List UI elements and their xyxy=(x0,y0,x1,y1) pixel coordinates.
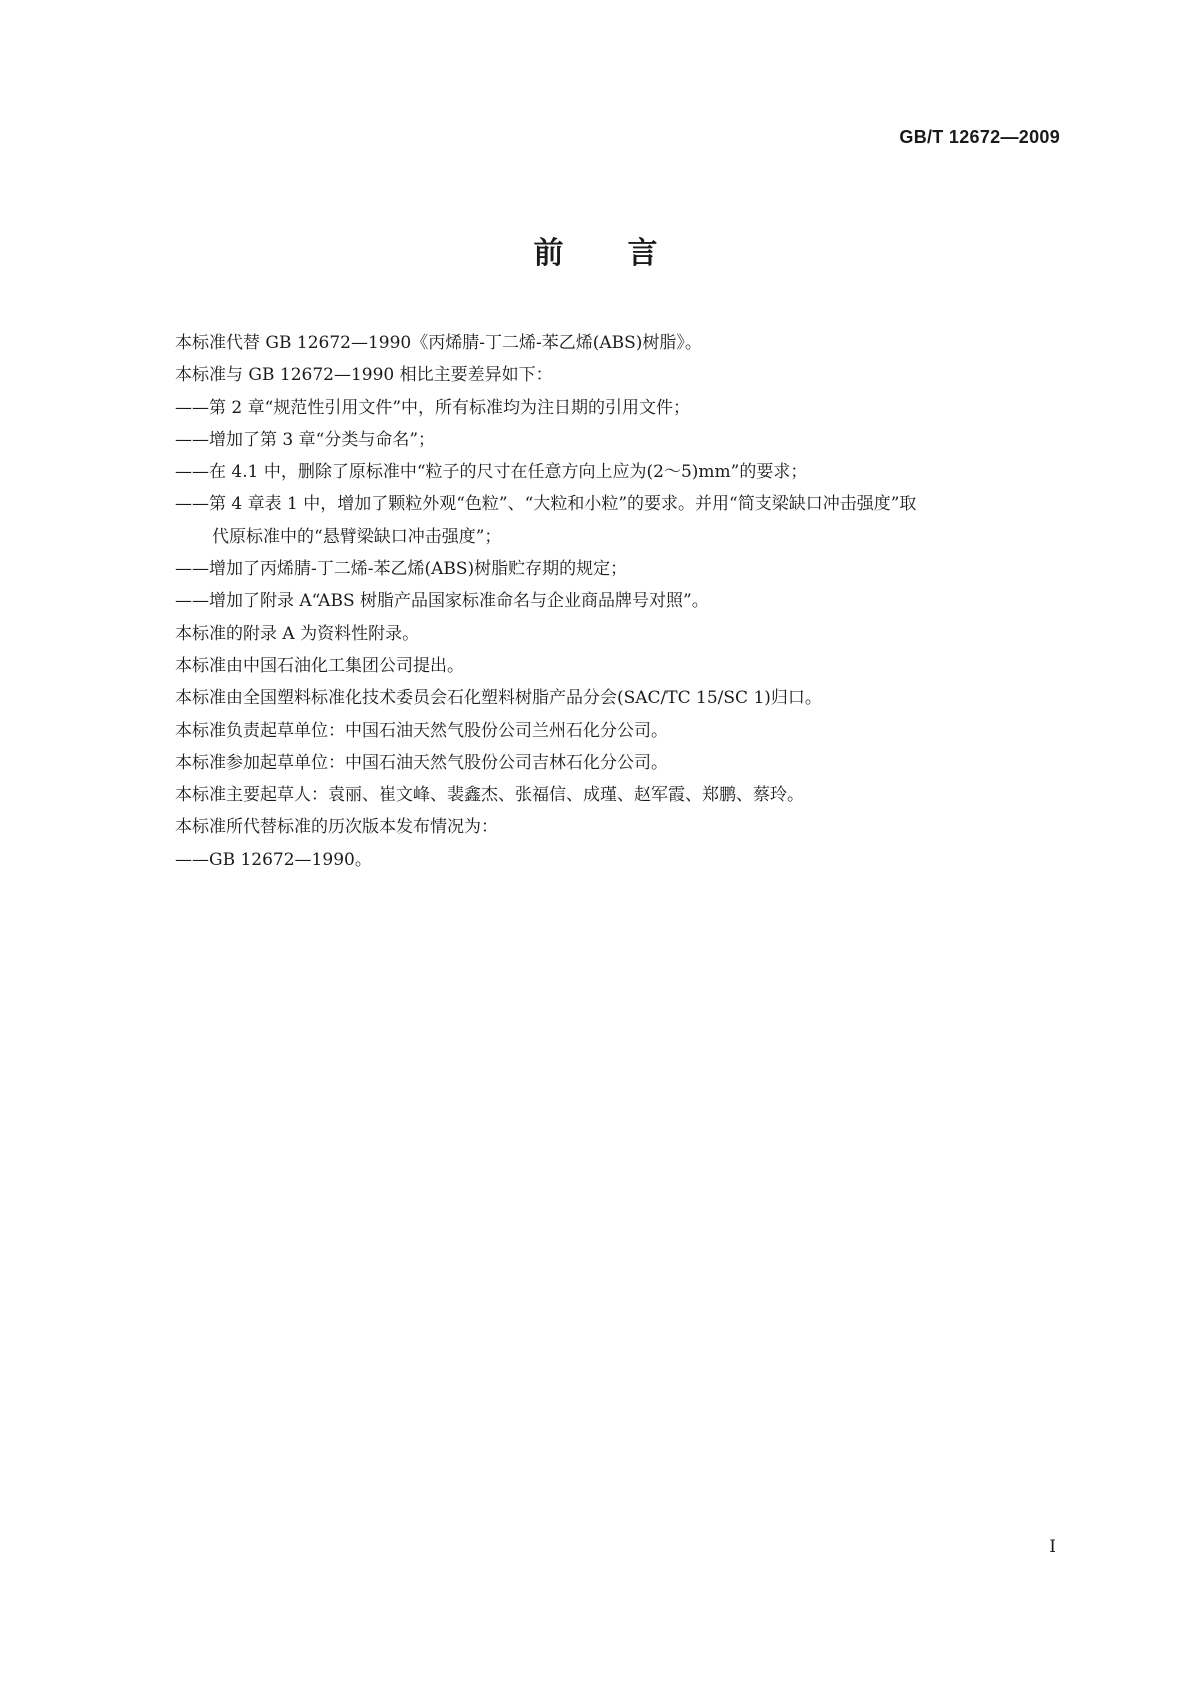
text-line: 本标准负责起草单位：中国石油天然气股份公司兰州石化分公司。 xyxy=(175,720,668,741)
page-title: 前言 xyxy=(533,236,722,271)
text-line: 本标准主要起草人：袁丽、崔文峰、裴鑫杰、张福信、成瑾、赵军霞、郑鹏、蔡玲。 xyxy=(175,785,804,806)
text-line: 本标准所代替标准的历次版本发布情况为： xyxy=(175,817,498,838)
standard-code-header: GB/T 12672—2009 xyxy=(899,127,1060,147)
dash-list-item: ——第 4 章表 1 中，增加了颗粒外观“色粒”、“大粒和小粒”的要求。并用“简支梁缺口冲击强度”取 xyxy=(175,494,917,515)
dash-list-item: ——第 2 章“规范性引用文件”中，所有标准均为注日期的引用文件； xyxy=(175,397,691,418)
dash-list-item: ——增加了丙烯腈-丁二烯-苯乙烯(ABS)树脂贮存期的规定； xyxy=(175,559,628,580)
text-line: 本标准参加起草单位：中国石油天然气股份公司吉林石化分公司。 xyxy=(175,752,668,773)
foreword-body xyxy=(175,327,1055,876)
text-line: 本标准由全国塑料标准化技术委员会石化塑料树脂产品分会(SAC/TC 15/SC 1)归口。 xyxy=(175,688,822,709)
dash-list-item-continuation: 代原标准中的“悬臂梁缺口冲击强度”； xyxy=(212,526,502,547)
dash-list-item: ——在 4.1 中，删除了原标准中“粒子的尺寸在任意方向上应为(2～5)mm”的要求； xyxy=(175,462,808,483)
dash-list-item: ——增加了第 3 章“分类与命名”； xyxy=(175,429,436,450)
text-line: 本标准由中国石油化工集团公司提出。 xyxy=(175,655,464,676)
text-line: 本标准的附录 A 为资料性附录。 xyxy=(175,623,420,644)
page-number: I xyxy=(1049,1537,1056,1557)
text-line: 本标准与 GB 12672—1990 相比主要差异如下： xyxy=(175,365,553,386)
dash-list-item: ——增加了附录 A“ABS 树脂产品国家标准命名与企业商品牌号对照”。 xyxy=(175,591,709,612)
text-line: 本标准代替 GB 12672—1990《丙烯腈-丁二烯-苯乙烯(ABS)树脂》。 xyxy=(175,333,702,353)
dash-list-item: ——GB 12672—1990。 xyxy=(175,849,372,870)
